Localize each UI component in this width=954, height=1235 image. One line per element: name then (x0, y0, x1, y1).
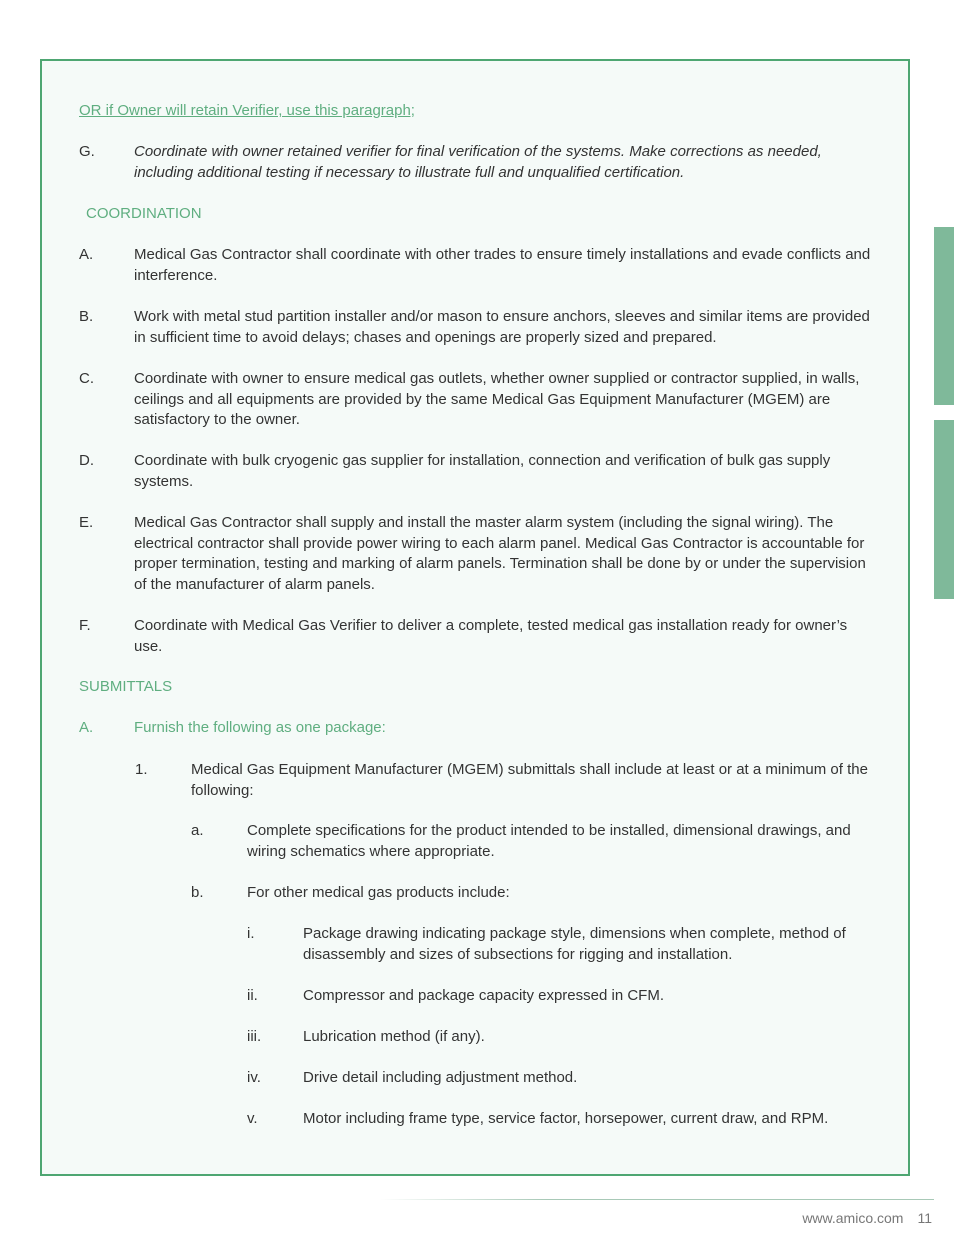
footer-url: www.amico.com (802, 1210, 904, 1226)
roman-v-text: Motor including frame type, service factor, horsepower, current draw, and RPM. (303, 1110, 829, 1127)
roman-iv-label: iv. (247, 1069, 261, 1086)
roman-i-text: Package drawing indicating package style, dimensions when complete, method of disassembly and sizes of subsections for rigging and installation. (303, 925, 846, 963)
coordination-item-a-text: Medical Gas Contractor shall coordinate with other trades to ensure timely installations and evade conflicts and interference. (134, 246, 871, 284)
coordination-item-c-text: Coordinate with owner to ensure medical gas outlets, whether owner supplied or contractor supplied, in walls, ceilings and all equipments are provided by the same Medical Gas Equipment Manufacturer (MGEM) are satisfactory to the owner. (134, 370, 860, 428)
roman-ii-label: ii. (247, 987, 258, 1004)
coordination-item-b-label: B. (79, 308, 94, 325)
verifier-note: OR if Owner will retain Verifier, use this paragraph; (79, 102, 415, 119)
footer-rule (380, 1199, 934, 1200)
submittals-sub-a-label: a. (191, 822, 204, 839)
coordination-item-a-label: A. (79, 246, 94, 263)
side-tab-bottom (934, 420, 954, 599)
item-g-text: Coordinate with owner retained verifier for final verification of the systems. Make corrections as needed, including additional testing if necessary to illustrate full and unqualified certification. (134, 143, 822, 181)
submittals-heading: SUBMITTALS (79, 678, 173, 695)
page-number: 11 (917, 1210, 932, 1226)
roman-ii-text: Compressor and package capacity expressed in CFM. (303, 987, 664, 1004)
coordination-heading: COORDINATION (86, 205, 202, 222)
item-g-label: G. (79, 143, 95, 160)
submittals-a-text: Furnish the following as one package: (134, 719, 386, 736)
submittals-a-label: A. (79, 719, 94, 736)
coordination-item-d-label: D. (79, 452, 94, 469)
submittals-sub-b-label: b. (191, 884, 204, 901)
roman-iii-label: iii. (247, 1028, 262, 1045)
submittals-1-label: 1. (135, 761, 148, 778)
submittals-sub-b-text: For other medical gas products include: (247, 884, 510, 901)
submittals-sub-a-text: Complete specifications for the product intended to be installed, dimensional drawings, and wiring schematics where appropriate. (247, 822, 851, 860)
coordination-item-f-text: Coordinate with Medical Gas Verifier to deliver a complete, tested medical gas installation ready for owner’s use. (134, 617, 848, 655)
coordination-item-b-text: Work with metal stud partition installer and/or mason to ensure anchors, sleeves and similar items are provided in sufficient time to avoid delays; chases and openings are properly sized and prepared. (134, 308, 870, 346)
coordination-item-d-text: Coordinate with bulk cryogenic gas supplier for installation, connection and verification of bulk gas supply systems. (134, 452, 831, 490)
submittals-1-text: Medical Gas Equipment Manufacturer (MGEM) submittals shall include at least or at a minimum of the following: (191, 761, 868, 799)
footer (802, 1208, 932, 1229)
coordination-item-e-label: E. (79, 514, 94, 531)
roman-iii-text: Lubrication method (if any). (303, 1028, 485, 1045)
coordination-item-f-label: F. (79, 617, 91, 634)
coordination-item-c-label: C. (79, 370, 94, 387)
side-tab-top (934, 227, 954, 405)
roman-i-label: i. (247, 925, 255, 942)
coordination-item-e-text: Medical Gas Contractor shall supply and install the master alarm system (including the signal wiring). The electrical contractor shall provide power wiring to each alarm panel. Medical Gas Contractor is accountable for proper termination, testing and marking of alarm panels. Termination shall be done by or under the supervision of the manufacturer of alarm panels. (134, 514, 866, 593)
roman-v-label: v. (247, 1110, 258, 1127)
roman-iv-text: Drive detail including adjustment method. (303, 1069, 578, 1086)
